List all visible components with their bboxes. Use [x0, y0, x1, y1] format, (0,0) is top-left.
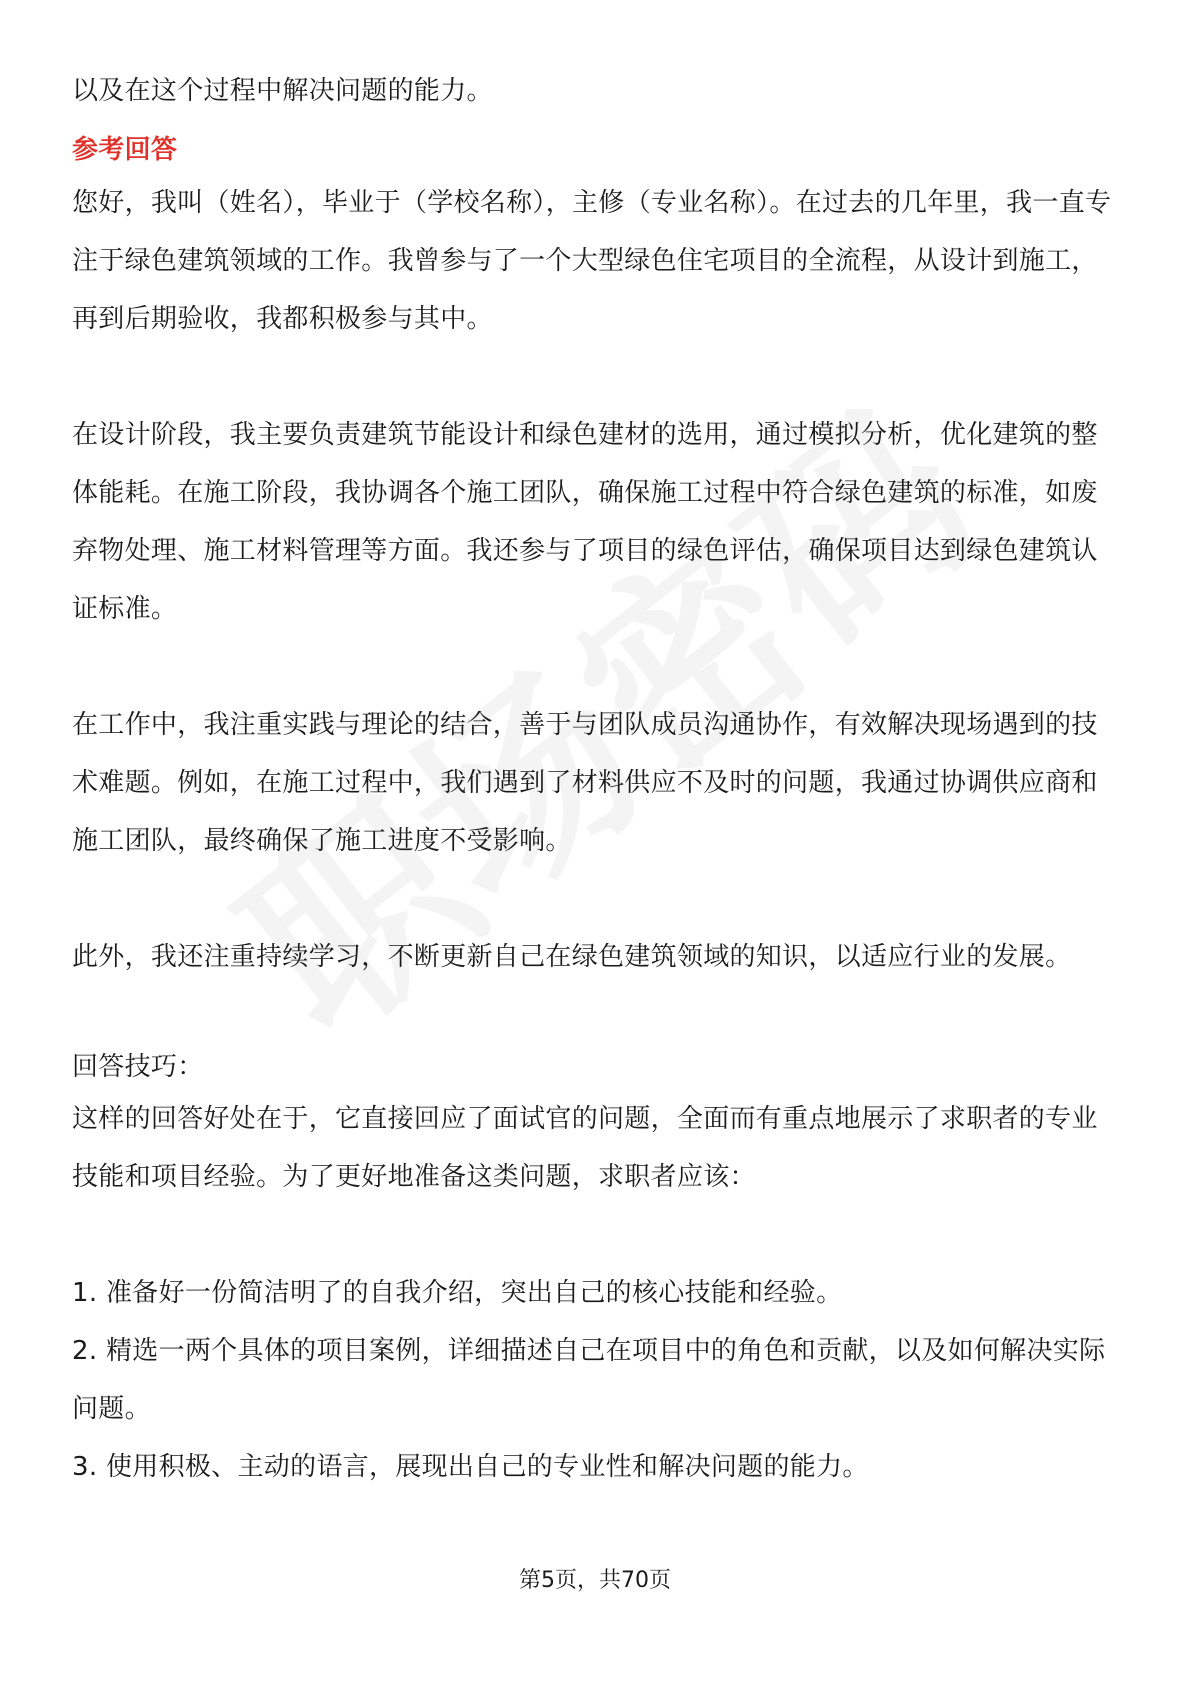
- answer-paragraph-3: 在工作中，我注重实践与理论的结合，善于与团队成员沟通协作，有效解决现场遇到的技术难题。例如，在施工过程中，我们遇到了材料供应不及时的问题，我通过协调供应商和施工团队，最终确保了施工进度不受影响。: [72, 710, 1098, 856]
- tips-item-2: 2. 精选一两个具体的项目案例，详细描述自己在项目中的角色和贡献，以及如何解决实际问题。: [72, 1336, 1106, 1424]
- answer-paragraph-2: 在设计阶段，我主要负责建筑节能设计和绿色建材的选用，通过模拟分析，优化建筑的整体能耗。在施工阶段，我协调各个施工团队，确保施工过程中符合绿色建筑的标准，如废弃物处理、施工材料管理等方面。我还参与了项目的绿色评估，确保项目达到绿色建筑认证标准。: [72, 420, 1098, 624]
- tips-paragraph: 这样的回答好处在于，它直接回应了面试官的问题，全面而有重点地展示了求职者的专业技能和项目经验。为了更好地准备这类问题，求职者应该：: [72, 1104, 1098, 1192]
- answer-heading: 参考回答: [72, 135, 178, 165]
- document-body: [72, 62, 1122, 1496]
- answer-paragraph-1: 您好，我叫（姓名），毕业于（学校名称），主修（专业名称）。在过去的几年里，我一直专注于绿色建筑领域的工作。我曾参与了一个大型绿色住宅项目的全流程，从设计到施工，再到后期验收，我都积极参与其中。: [72, 188, 1112, 334]
- tips-heading: 回答技巧：: [72, 1052, 204, 1082]
- tips-item-1: 1. 准备好一份简洁明了的自我介绍，突出自己的核心技能和经验。: [72, 1278, 843, 1308]
- tips-item-3: 3. 使用积极、主动的语言，展现出自己的专业性和解决问题的能力。: [72, 1452, 869, 1482]
- answer-paragraph-4: 此外，我还注重持续学习，不断更新自己在绿色建筑领域的知识，以适应行业的发展。: [72, 942, 1072, 972]
- intro-tail-text: 以及在这个过程中解决问题的能力。: [72, 76, 493, 106]
- page-number-footer: 第5页，共70页: [519, 1568, 671, 1593]
